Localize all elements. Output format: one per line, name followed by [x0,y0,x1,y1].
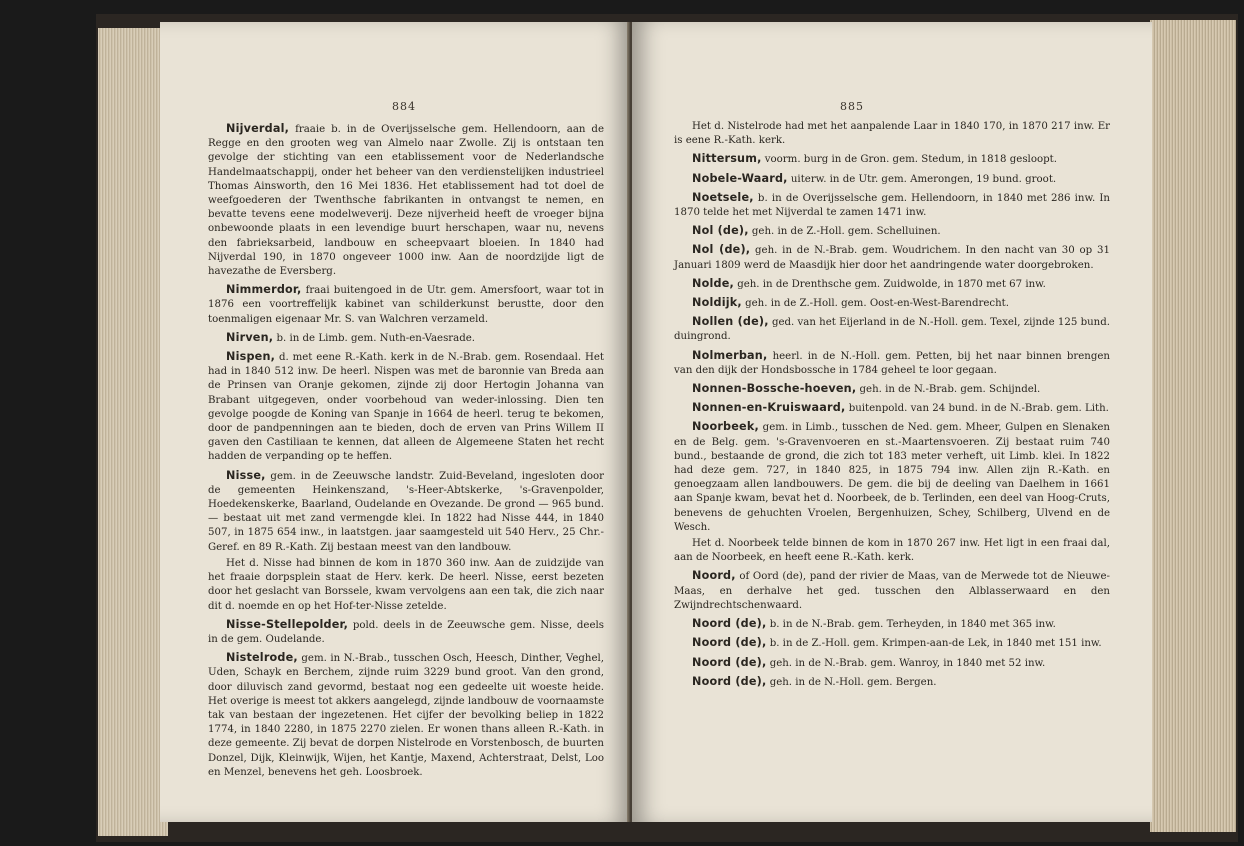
headword: Noldijk, [692,296,742,310]
entry-text: geh. in de N.-Brab. gem. Woudrichem. In den nacht van 30 op 31 Januari 1809 werd de Maasdijk hier door het aandringende water doorgebroken. [674,245,1110,271]
entry-text: b. in de N.-Brab. gem. Terheyden, in 1840 met 365 inw. [769,619,1056,631]
entry-text: geh. in de Drenthsche gem. Zuidwolde, in 1870 met 67 inw. [737,278,1046,290]
entry-text: gem. in N.-Brab., tusschen Osch, Heesch, Dinther, Veghel, Uden, Schayk en Berchem, zijnde ruim 3229 bund groot. Van den grond, door diluvisch zand gevormd, bestaat nog een gedeelte uit woeste heide. Het overige is meest tot akkers aangelegd, zijnde landbouw de voornaamste tak van bestaan der ingezetenen. Het cijfer der bevolking beliep in 1822 1774, in 1840 2280, in 1875 2270 zielen. Er wonen thans alleen R.-Kath. in deze gemeente. Zij bevat de dorpen Nistelrode en Vorstenbosch, de buurten Donzel, Dijk, Kleinwijk, Wijen, het Kantje, Maxend, Achterstraat, Delst, Loo en Menzel, benevens het geh. Loosbroek. [208,653,604,778]
entry [674,172,1110,187]
entry-text: gem. in Limb., tusschen de Ned. gem. Mheer, Gulpen en Slenaken en de Belg. gem. 's-Gravenvoeren en st.-Maartensvoeren. Zij bestaat ruim 740 bund., bestaande de grond, die zich tot 183 meter verheft, uit Limb. klei. In 1822 had deze gem. 727, in 1840 825, in 1875 794 inw. Allen zijn R.-Kath. en genoegzaam allen landbouwers. De gem. die bij de deeling van Daelhem in 1661 aan Spanje kwam, bevat het d. Noorbeek, de b. Terlinden, een deel van Hoog-Cruts, benevens de gehuchten Vroelen, Bergenhuizen, Schey, Schilberg, Ulvend en de Wesch. [674,422,1110,533]
headword: Nittersum, [692,152,762,166]
right-column [674,122,1110,694]
headword: Nisse, [226,468,266,482]
page-number: 884 [392,100,416,113]
headword: Nonnen-en-Kruiswaard, [692,401,846,415]
entry [674,656,1110,671]
entry [208,618,604,647]
headword: Nisse-Stellepolder, [226,617,349,631]
headword: Noetsele, [692,190,754,204]
entry [674,224,1110,239]
headword: Noord (de), [692,674,767,688]
headword: Nistelrode, [226,651,298,665]
headword: Nijverdal, [226,122,290,135]
entry-text: b. in de Overijsselsche gem. Hellendoorn, in 1840 met 286 inw. In 1870 telde het met Nijverdal te zamen 1471 inw. [674,192,1110,219]
entry-text: gem. in de Zeeuwsche landstr. Zuid-Beveland, ingesloten door de gemeenten Heinkenszand, 's-Heer-Abtskerke, 's-Gravenpolder, Hoedekenskerke, Baarland, Oudelande en Ovezande. De grond — 965 bund. — bestaat uit met zand vermengde klei. In 1822 had Nisse 444, in 1840 507, in 1875 654 inw., in laatstgen. jaar saamgesteld uit 540 Herv., 25 Chr.-Geref. en 89 R.-Kath. Zij bestaan meest van den landbouw. [208,470,604,553]
entry-text: geh. in de Z.-Holl. gem. Schelluinen. [751,226,941,238]
entry [674,152,1110,167]
headword: Nobele-Waard, [692,171,788,185]
page-edges-left [98,28,168,836]
entry-text: voorm. burg in de Gron. gem. Stedum, in 1818 gesloopt. [764,154,1057,166]
entry [674,617,1110,632]
entry-text: heerl. in de N.-Holl. gem. Petten, bij het naar binnen brengen van den dijk der Hondsbossche in 1784 geheel te loor gegaan. [674,350,1110,376]
right-page [632,22,1152,822]
headword: Nispen, [226,350,276,364]
entry-text: geh. in de N.-Holl. gem. Bergen. [769,676,937,688]
entry-text: b. in de Limb. gem. Nuth-en-Vaesrade. [276,332,476,344]
entry-continuation [674,120,1110,148]
entry [674,349,1110,378]
entry [208,331,604,346]
headword: Noord (de), [692,617,767,631]
entry-text: pold. deels in de Zeeuwsche gem. Nisse, deels in de gem. Oudelande. [208,619,604,645]
page-edges-right [1150,20,1236,832]
entry [208,350,604,465]
entry-continuation [208,557,604,614]
entry-text: fraai buitengoed in de Utr. gem. Amersfoort, waar tot in 1876 een voortreffelijk kabinet van schilderkunst berustte, door den toenmaligen eigenaar Mr. S. van Walchren verzameld. [208,285,604,325]
entry-text: Het d. Nistelrode had met het aanpalende Laar in 1840 170, in 1870 217 inw. Er is eene R.-Kath. kerk. [674,121,1110,147]
entry-text: Het d. Noorbeek telde binnen de kom in 1870 267 inw. Het ligt in een fraai dal, aan de Noorbeek, en heeft eene R.-Kath. kerk. [674,538,1110,564]
entry-text: ged. van het Eijerland in de N.-Holl. gem. Texel, zijnde 125 bund. duingrond. [674,317,1110,343]
headword: Nimmerdor, [226,283,302,297]
headword: Nolde, [692,276,734,290]
entry-text: geh. in de Z.-Holl. gem. Oost-en-West-Barendrecht. [745,298,1010,310]
headword: Noord (de), [692,636,767,650]
entry [674,243,1110,272]
headword: Nolmerban, [692,348,768,362]
headword: Noord, [692,569,736,583]
left-column [208,122,604,784]
entry-text: b. in de Z.-Holl. gem. Krimpen-aan-de Lek, in 1840 met 151 inw. [769,638,1102,650]
entry-text: of Oord (de), pand der rivier de Maas, van de Merwede tot de Nieuwe-Maas, en derhalve het ged. tusschen den Alblasserwaard en den Zwijndrechtschenwaard. [674,571,1110,611]
entry [674,675,1110,690]
entry-text: buitenpold. van 24 bund. in de N.-Brab. gem. Lith. [848,403,1109,415]
headword: Nirven, [226,330,274,344]
entry-text: geh. in de N.-Brab. gem. Wanroy, in 1840 met 52 inw. [769,657,1046,669]
entry-text: geh. in de N.-Brab. gem. Schijndel. [859,384,1041,396]
entry [674,315,1110,344]
entry [208,122,604,279]
entry [674,420,1110,535]
entry [674,191,1110,220]
headword: Nonnen-Bossche-hoeven, [692,382,857,396]
entry [674,636,1110,651]
entry [674,277,1110,292]
headword: Noord (de), [692,655,767,669]
entry [208,651,604,780]
entry [208,283,604,327]
entry-text: Het d. Nisse had binnen de kom in 1870 360 inw. Aan de zuidzijde van het fraaie dorpsplein staat de Herv. kerk. De heerl. Nisse, eerst bezeten door het geslacht van Borssele, kwam vervolgens aan een tak, die zich naar dit d. noemde en op het Hof-ter-Nisse zetelde. [208,557,604,612]
headword: Nollen (de), [692,315,769,329]
headword: Noorbeek, [692,420,759,434]
entry [674,382,1110,397]
entry-continuation [674,537,1110,565]
headword: Nol (de), [692,243,751,257]
entry-text: fraaie b. in de Overijsselsche gem. Hellendoorn, aan de Regge en den grooten weg van Almelo naar Zwolle. Zij is ontstaan ten gevolge der stichting van een etablissement voor de Nederlandsche Handelmaatschappij, onder het beheer van den verdienstelijken industrieel Thomas Ainsworth, den 16 Mei 1836. Het etablissement had tot doel de weefgoederen der Twenthsche fabrikanten in ontvangst te nemen, en bevatte tevens eene modelweverij. Deze nijverheid heeft de vroeger bijna onbewoonde plaats in een levendige buurt herschapen, waar nu, nevens den fabrieksarbeid, landbouw en scheepvaart bloeien. In 1840 had Nijverdal 190, in 1870 ongeveer 1000 inw. Aan de noordzijde ligt de havezathe de Eversberg. [208,124,604,278]
entry-text: uiterw. in de Utr. gem. Amerongen, 19 bund. groot. [790,173,1057,185]
entry [208,469,604,555]
entry [674,569,1110,613]
left-page [160,22,630,822]
headword: Nol (de), [692,224,749,238]
page-number: 885 [840,100,864,113]
entry [674,401,1110,416]
entry-text: d. met eene R.-Kath. kerk in de N.-Brab. gem. Rosendaal. Het had in 1840 512 inw. De heerl. Nispen was met de baronnie van Breda aan de Prinsen van Oranje gekomen, zijnde zij door Hertogin Johanna van Brabant uitgegeven, onder voorbehoud van weder-inlossing. Dien ten gevolge poogde de Koning van Spanje in 1664 de heerl. terug te bekomen, door de pandpenningen aan te bieden, doch de erven van Prins Willem II gaven den Castiliaan te kennen, dat alleen de Algemeene Staten het recht hadden de verpanding op te heffen. [208,352,604,463]
entry [674,296,1110,311]
